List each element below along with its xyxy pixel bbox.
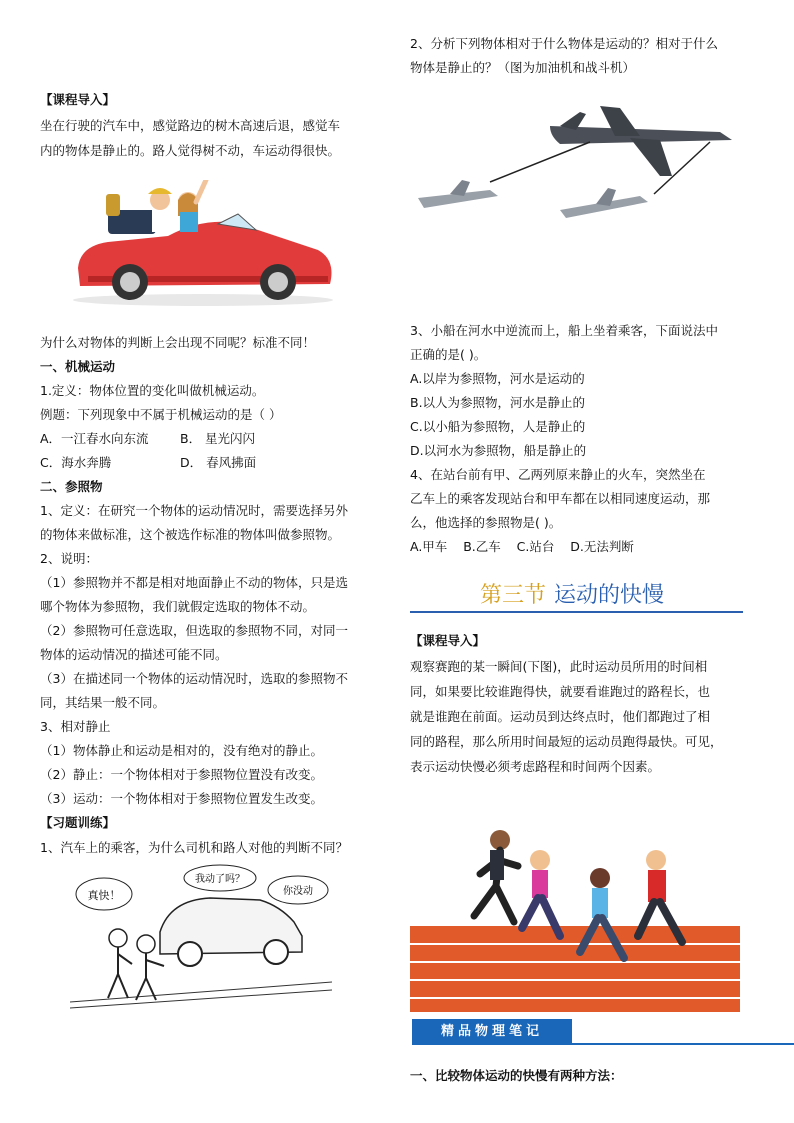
section2-e1a: （1）参照物并不都是相对地面静止不动的物体，只是选 <box>40 575 348 590</box>
question-4-line3: 么，他选择的参照物是( )。 <box>410 515 562 530</box>
section1-example: 例题：下列现象中不属于机械运动的是（ ） <box>40 407 282 422</box>
section3-item-3: （3）运动：一个物体相对于参照物位置发生改变。 <box>40 791 323 806</box>
question-2-line2: 物体是静止的？（图为加油机和战斗机） <box>410 60 636 75</box>
section2-def-1: 1、定义：在研究一个物体的运动情况时，需要选择另外 <box>40 503 348 518</box>
section2-def-2: 的物体来做标准，这个被选作标准的物体叫做参照物。 <box>40 527 341 542</box>
notes-badge-rule <box>572 1043 794 1045</box>
intro-heading-2: 【课程导入】 <box>410 633 486 648</box>
compare-heading: 一、比较物体运动的快慢有两种方法： <box>410 1068 623 1083</box>
intro2-text-4: 同的路程，那么所用时间最短的运动员跑得最快。可见， <box>410 734 723 749</box>
intro2-text-5: 表示运动快慢必须考虑路程和时间两个因素。 <box>410 759 661 774</box>
example-option-b: B． 星光闪闪 <box>180 431 256 446</box>
convertible-car-illustration <box>68 180 338 308</box>
intro2-text-2: 同，如果要比较谁跑得快，就要看谁跑过的路程长，也 <box>410 684 711 699</box>
section1-heading: 一、机械运动 <box>40 359 116 374</box>
notes-badge: 精品物理笔记 <box>412 1019 572 1045</box>
intro-heading: 【课程导入】 <box>40 92 116 107</box>
question-3-option-c: C.以小船为参照物，人是静止的 <box>410 419 586 434</box>
intro2-text-1: 观察赛跑的某一瞬间(下图)，此时运动员所用的时间相 <box>410 659 708 674</box>
cartoon-bubble-1: 真快！ <box>87 889 121 902</box>
intro2-text-3: 就是谁跑在前面。运动员到达终点时，他们都跑过了相 <box>410 709 711 724</box>
question-3-option-b: B.以人为参照物，河水是静止的 <box>410 395 586 410</box>
section3-heading: 3、相对静止 <box>40 719 111 734</box>
intro-text-2: 内的物体是静止的。路人觉得树不动，车运动得很快。 <box>40 143 341 158</box>
question-4-line1: 4、在站台前有甲、乙两列原来静止的火车，突然坐在 <box>410 467 706 482</box>
section2-e3a: （3）在描述同一个物体的运动情况时，选取的参照物不 <box>40 671 348 686</box>
question-2-line1: 2、分析下列物体相对于什么物体是运动的？相对于什么 <box>410 36 718 51</box>
refueling-aircraft-illustration <box>410 96 740 226</box>
question-4-line2: 乙车上的乘客发现站台和甲车都在以相同速度运动，那 <box>410 491 711 506</box>
section2-explain: 2、说明： <box>40 551 98 566</box>
cartoon-bubble-2: 我动了吗？ <box>195 874 245 885</box>
section2-heading: 二、参照物 <box>40 479 103 494</box>
question-3-line2: 正确的是( )。 <box>410 347 487 362</box>
why-question: 为什么对物体的判断上会出现不同呢？标准不同！ <box>40 335 316 350</box>
question-4-options: A.甲车 B.乙车 C.站台 D.无法判断 <box>410 539 634 554</box>
section1-definition: 1.定义：物体位置的变化叫做机械运动。 <box>40 383 265 398</box>
section3-item-2: （2）静止：一个物体相对于参照物位置没有改变。 <box>40 767 323 782</box>
example-option-c: C．海水奔腾 <box>40 455 112 470</box>
example-option-a: A．一江春水向东流 <box>40 431 149 446</box>
section2-e2a: （2）参照物可任意选取，但选取的参照物不同，对同一 <box>40 623 348 638</box>
cartoon-illustration <box>70 862 332 1012</box>
practice-heading: 【习题训练】 <box>40 815 116 830</box>
section2-e2b: 物体的运动情况的描述可能不同。 <box>40 647 228 662</box>
question-3-option-a: A.以岸为参照物，河水是运动的 <box>410 371 585 386</box>
practice-question-1: 1、汽车上的乘客，为什么司机和路人对他的判断不同？ <box>40 840 348 855</box>
runners-illustration <box>410 826 740 1012</box>
section-title <box>480 578 664 609</box>
example-option-d: D． 春风拂面 <box>180 455 257 470</box>
question-3-option-d: D.以河水为参照物，船是静止的 <box>410 443 587 458</box>
cartoon-bubble-3: 你没动 <box>283 886 313 897</box>
section-title-number: 第三节 <box>480 583 547 608</box>
intro-text-1: 坐在行驶的汽车中，感觉路边的树木高速后退，感觉车 <box>40 118 341 133</box>
section3-item-1: （1）物体静止和运动是相对的，没有绝对的静止。 <box>40 743 323 758</box>
question-3-line1: 3、小船在河水中逆流而上，船上坐着乘客，下面说法中 <box>410 323 718 338</box>
section2-e1b: 哪个物体为参照物，我们就假定选取的物体不动。 <box>40 599 316 614</box>
section-title-name: 运动的快慢 <box>554 583 665 608</box>
section-title-rule <box>410 611 743 613</box>
section2-e3b: 同，其结果一般不同。 <box>40 695 166 710</box>
